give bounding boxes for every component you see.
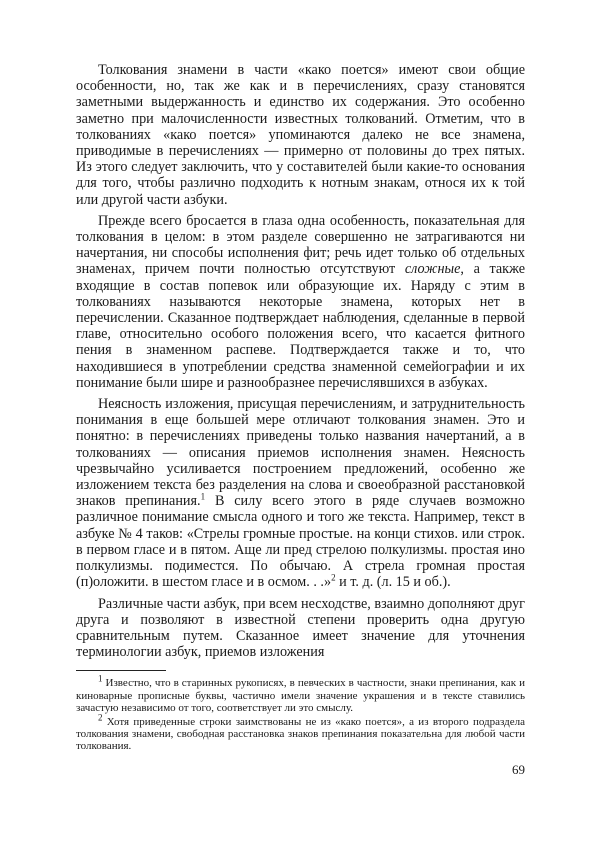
footnote-1 [76, 673, 525, 714]
footnote-divider [76, 670, 166, 671]
paragraph-1-text: Толкования знамени в части «како поется» имеют свои общие особенности, но, так же как и в перечислениях, сразу становятся заметными выдержанность и единство их содержания. Это особенно заметно при малочисленности известных толкований. Отметим, что в толкованиях «како поется» упоминаются далеко не все знамена, приводимые в перечислениях — примерно от половины до трех пятых. Из этого следует заключить, что у составителей были какие-то основания для того, чтобы различно подходить к нотным знакам, относя их к той или другой части азбуки. [76, 62, 525, 208]
footnote-2-mark: 2 [98, 712, 103, 723]
page-content [76, 62, 525, 755]
footnote-ref-2[interactable]: 2 [331, 572, 336, 583]
page-number: 69 [512, 762, 525, 777]
paragraph-3-text-end: и т. д. (л. 15 и об.). [335, 574, 451, 591]
paragraph-3-text-middle: В силу всего этого в ряде случаев возможно различное понимание смысла одного и того же текста. Например, текст в азбуке № 4 таков: «Стрелы громные простые. на конци стихов. или строк. в первом гласе и в пятом. Аще ли пред стрелою полкулизмы. простая ино полкулизмы. подиместся. По обычаю. А стрела громная простая (п)оложити. в шестом гласе и в осмом. . .» [76, 493, 525, 591]
paragraph-1 [76, 62, 525, 208]
footnote-1-mark: 1 [98, 673, 103, 684]
paragraph-2-italic-term: сложные [404, 261, 461, 278]
paragraph-2 [76, 213, 525, 391]
paragraph-3 [76, 396, 525, 590]
paragraph-2-text-start: Прежде всего бросается в глаза одна особенность, показательная для толкования в целом: в этом разделе совершенно не затрагиваются ни начертания, ни способы исполнения фит; речь идет только об отдельных знаменах, причем почти полностью отсутствуют [76, 212, 525, 278]
footnote-ref-1[interactable]: 1 [200, 491, 206, 502]
footnote-2-text: Хотя приведенные строки заимствованы не из «како поется», а из второго подраздела толкования знамени, свободная расстановка знаков препинания показательна для любой части толкования. [76, 715, 525, 753]
footnote-2 [76, 712, 525, 753]
footnote-1-text: Известно, что в старинных рукописях, в певческих в частности, знаки препинания, как и киноварные прописные буквы, частично имели значение украшения и в тексте ставились зачастую независимо от того, соответствует ли это смыслу. [76, 677, 525, 714]
paragraph-2-text-end: , а также входящие в состав попевок или образующие их. Наряду с этим в толкованиях называются некоторые знамена, которых нет в перечислении. Сказанное подтверждает наблюдения, сделанные в первой главе, относительно особого положения всего, что касается фитного пения в знаменном распеве. Подтверждается также и то, что находившиеся в употреблении средства знаменной семейографии и их понимание были шире и разнообразнее перечислявшихся в азбуках. [76, 261, 525, 391]
paragraph-4-text: Различные части азбук, при всем несходстве, взаимно дополняют друг друга и позволяют в известной степени проверить одна другую сравнительным путем. Сказанное имеет значение для уточнения терминологии азбук, приемов изложения [76, 595, 525, 661]
paragraph-3-text-start: Неясность изложения, присущая перечислениям, и затруднительность понимания в еще большей мере отличают толкования знамен. Это и понятно: в перечислениях приведены только названия начертаний, а в толкованиях — описания приемов исполнения знамен. Неясность чрезвычайно усиливается построением предложений, особенно же изложением текста без разделения на слова и своеобразной расстановкой знаков препинания. [76, 396, 525, 510]
paragraph-4 [76, 596, 525, 661]
